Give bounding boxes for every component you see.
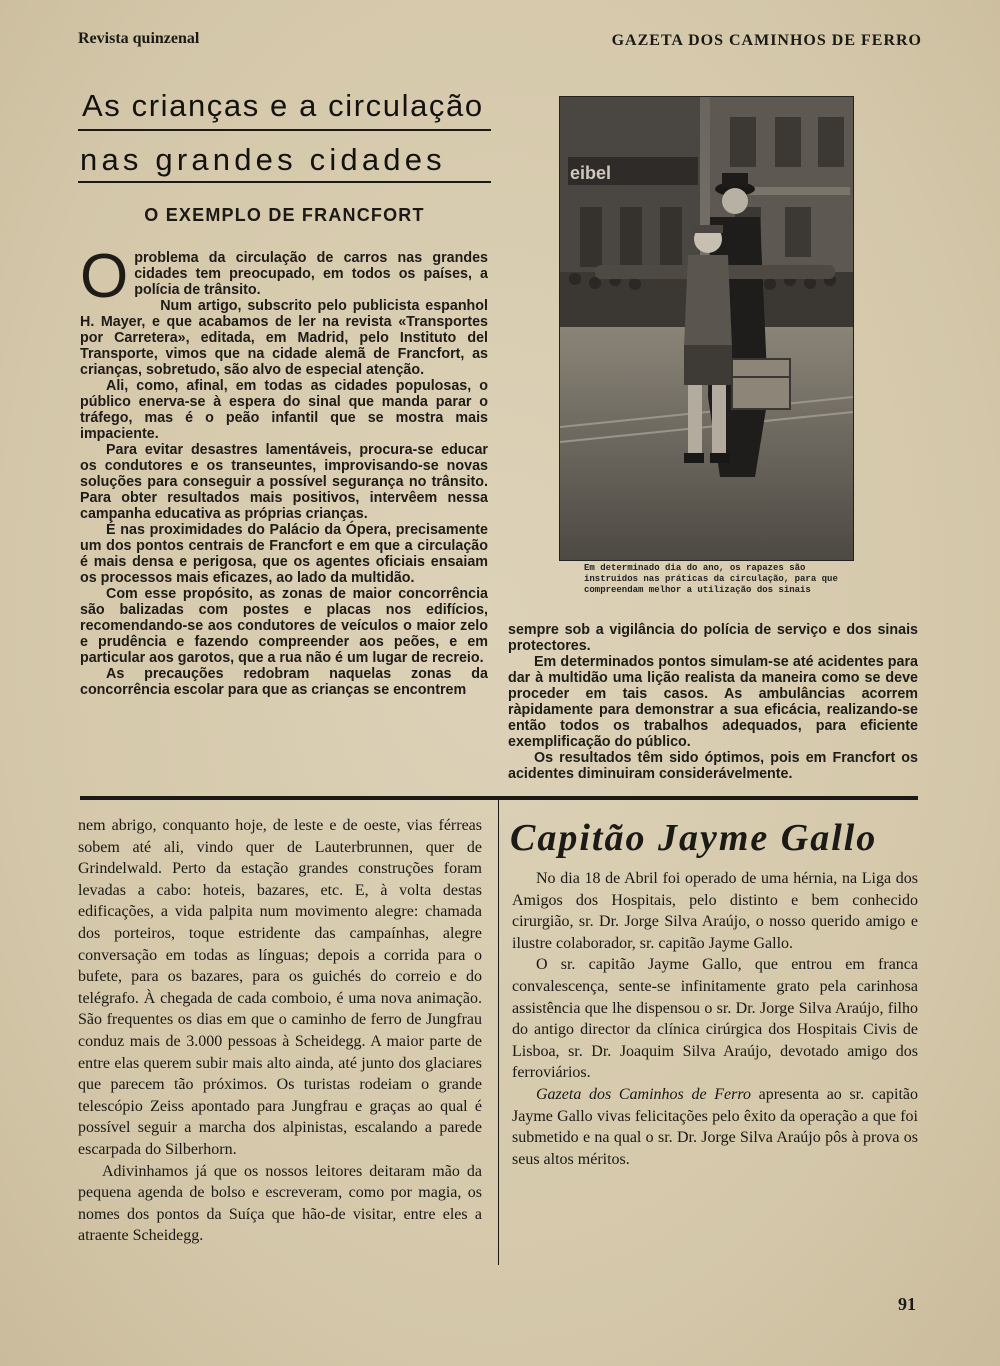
paragraph: Os resultados têm sido óptimos, pois em Francfort os acidentes diminuiram considerávelmente. [508, 750, 918, 782]
photo-caption [584, 563, 874, 596]
paragraph: Oproblema da circulação de carros nas grandes cidades tem preocupado, em todos os países, a polícia de trânsito. [80, 242, 488, 311]
shop-sign: eibel [570, 163, 612, 183]
column-divider [498, 800, 499, 1265]
street-photo [559, 96, 854, 561]
header-right: GAZETA DOS CAMINHOS DE FERRO [611, 32, 922, 49]
article-title [78, 90, 491, 183]
paragraph: Num artigo, subscrito pelo publicista espanhol H. Mayer, e que acabamos de ler na revista «Transportes por Carretera», editada, em Madrid, pelo Instituto del Transporte, vimos que na cidade alemã de Francfort, as crianças, sobretudo, são alvo de especial atenção. [80, 298, 488, 378]
header-left: Revista quinzenal [78, 30, 200, 47]
drop-cap: O [80, 242, 129, 311]
paragraph: Para evitar desastres lamentáveis, procura-se educar os condutores e os transeuntes, improvisando-se novas soluções para conseguir a possível segurança no trânsito. Para obter resultados mais positivos, intervêem nessa campanha educativa as próprias crianças. [80, 442, 488, 522]
paragraph: O sr. capitão Jayme Gallo, que entrou em franca convalescença, sente-se infinitamente grato pela carinhosa assistência que lhe dispensou o sr. Dr. Jorge Silva Araújo, filho do antigo director da clínica cirúrgica dos Hospitais Civis de Lisboa, sr. Dr. Joaquim Silva Araújo, devotado amigo dos ferroviários. [512, 956, 918, 1082]
gallo-title: Capitão Jayme Gallo [510, 817, 878, 859]
paragraph: As precauções redobram naquelas zonas da concorrência escolar para que as crianças se encontrem [80, 666, 488, 698]
article-gallo-text [512, 868, 918, 1170]
caption-line: compreendam melhor a utilização dos sinais [584, 585, 811, 595]
section-divider [80, 796, 918, 800]
paragraph: É nas proximidades do Palácio da Ópera, precisamente um dos pontos centrais de Francfort e em que a circulação é mais densa e perigosa, que os agentes oficiais ensaiam os processos mais eficazes, ao lado da multidão. [80, 522, 488, 586]
paragraph: No dia 18 de Abril foi operado de uma hérnia, na Liga dos Amigos dos Hospitais, pelo distinto e bem conhecido cirurgião, sr. Dr. Jorge Silva Araújo, o nosso querido amigo e ilustre colaborador, sr. capitão Jayme Gallo. [512, 870, 918, 952]
caption-line: Em determinado dia do ano, os rapazes são [584, 563, 806, 573]
paragraph: Com esse propósito, as zonas de maior concorrência são balizadas com postes e placas nos edifícios, recomendando-se aos condutores de veículos o maior zelo e prudência e fazendo compreender aos peões, e em particular aos garotos, que a rua não é um lugar de recreio. [80, 586, 488, 666]
publication-name: Gazeta dos Caminhos de Ferro [536, 1085, 751, 1103]
title-rule-top [78, 129, 491, 131]
title-rule-bottom [78, 181, 491, 183]
paragraph: Gazeta dos Caminhos de Ferro apresenta ao sr. capitão Jayme Gallo vivas felicitações pelo êxito da operação a que foi submetido e na qual o sr. Dr. Jorge Silva Araújo pôs à prova os seus altos méritos. [512, 1085, 918, 1168]
article-body-left [80, 242, 488, 698]
caption-line: instruidos nas práticas da circulação, para que [584, 574, 838, 584]
article-scheidegg-text [78, 815, 482, 1247]
paragraph: Em determinados pontos simulam-se até acidentes para dar à multidão uma lição realista da maneira como se deve proceder em tais casos. As ambulâncias acorrem ràpidamente para demonstrar a sua eficácia, realizando-se então todos os trabalhos adequados, para eficiente exemplificação do público. [508, 654, 918, 750]
paragraph: Ali, como, afinal, em todas as cidades populosas, o público enerva-se à espera do sinal que manda parar o tráfego, mas é o peão infantil que se mostra mais impaciente. [80, 378, 488, 442]
article-subtitle: O EXEMPLO DE FRANCFORT [144, 205, 425, 225]
paragraph: nem abrigo, conquanto hoje, de leste e de oeste, vias férreas sobem até ali, vindo quer de Lauterbrunnen, quer de Grindelwald. Perto da estação grandes construções foram levadas a cabo: hoteis, bazares, etc. E, à volta destas edificações, a vida palpita num movimento alegre: chamada dos porteiros, toque estridente das campaínhas, alegre conversação em todas as línguas; depois a corrida para o bufete, para os bazares, para os guichés do correio e do telégrafo. À chegada de cada comboio, é uma nova animação. São frequentes os dias em que o caminho de ferro de Jungfrau conduz mais de 3.000 pessoas à Scheidegg. A maior parte de entre elas querem subir mais alto ainda, até junto dos glaciares que parecem tão próximos. Os turistas rodeiam o grande telescópio Zeiss apontado para Jungfrau e graças ao qual é possível seguir a marcha dos alpinistas, escalando a parede escarpada do Silberhorn. [78, 817, 482, 1158]
paragraph: sempre sob a vigilância do polícia de serviço e dos sinais protectores. [508, 622, 918, 654]
title-line-2: nas grandes cidades [80, 142, 446, 177]
photo-image [560, 97, 853, 560]
article-body-right [508, 622, 918, 782]
paragraph: Adivinhamos já que os nossos leitores deitaram mão da pequena agenda de bolso e escreveram, como por magia, os nomes dos pontos da Suíça que hão-de visitar, entre eles a atraente Scheidegg. [78, 1162, 482, 1245]
title-line-1: As crianças e a circulação [82, 88, 484, 123]
page-number: 91 [898, 1294, 916, 1314]
